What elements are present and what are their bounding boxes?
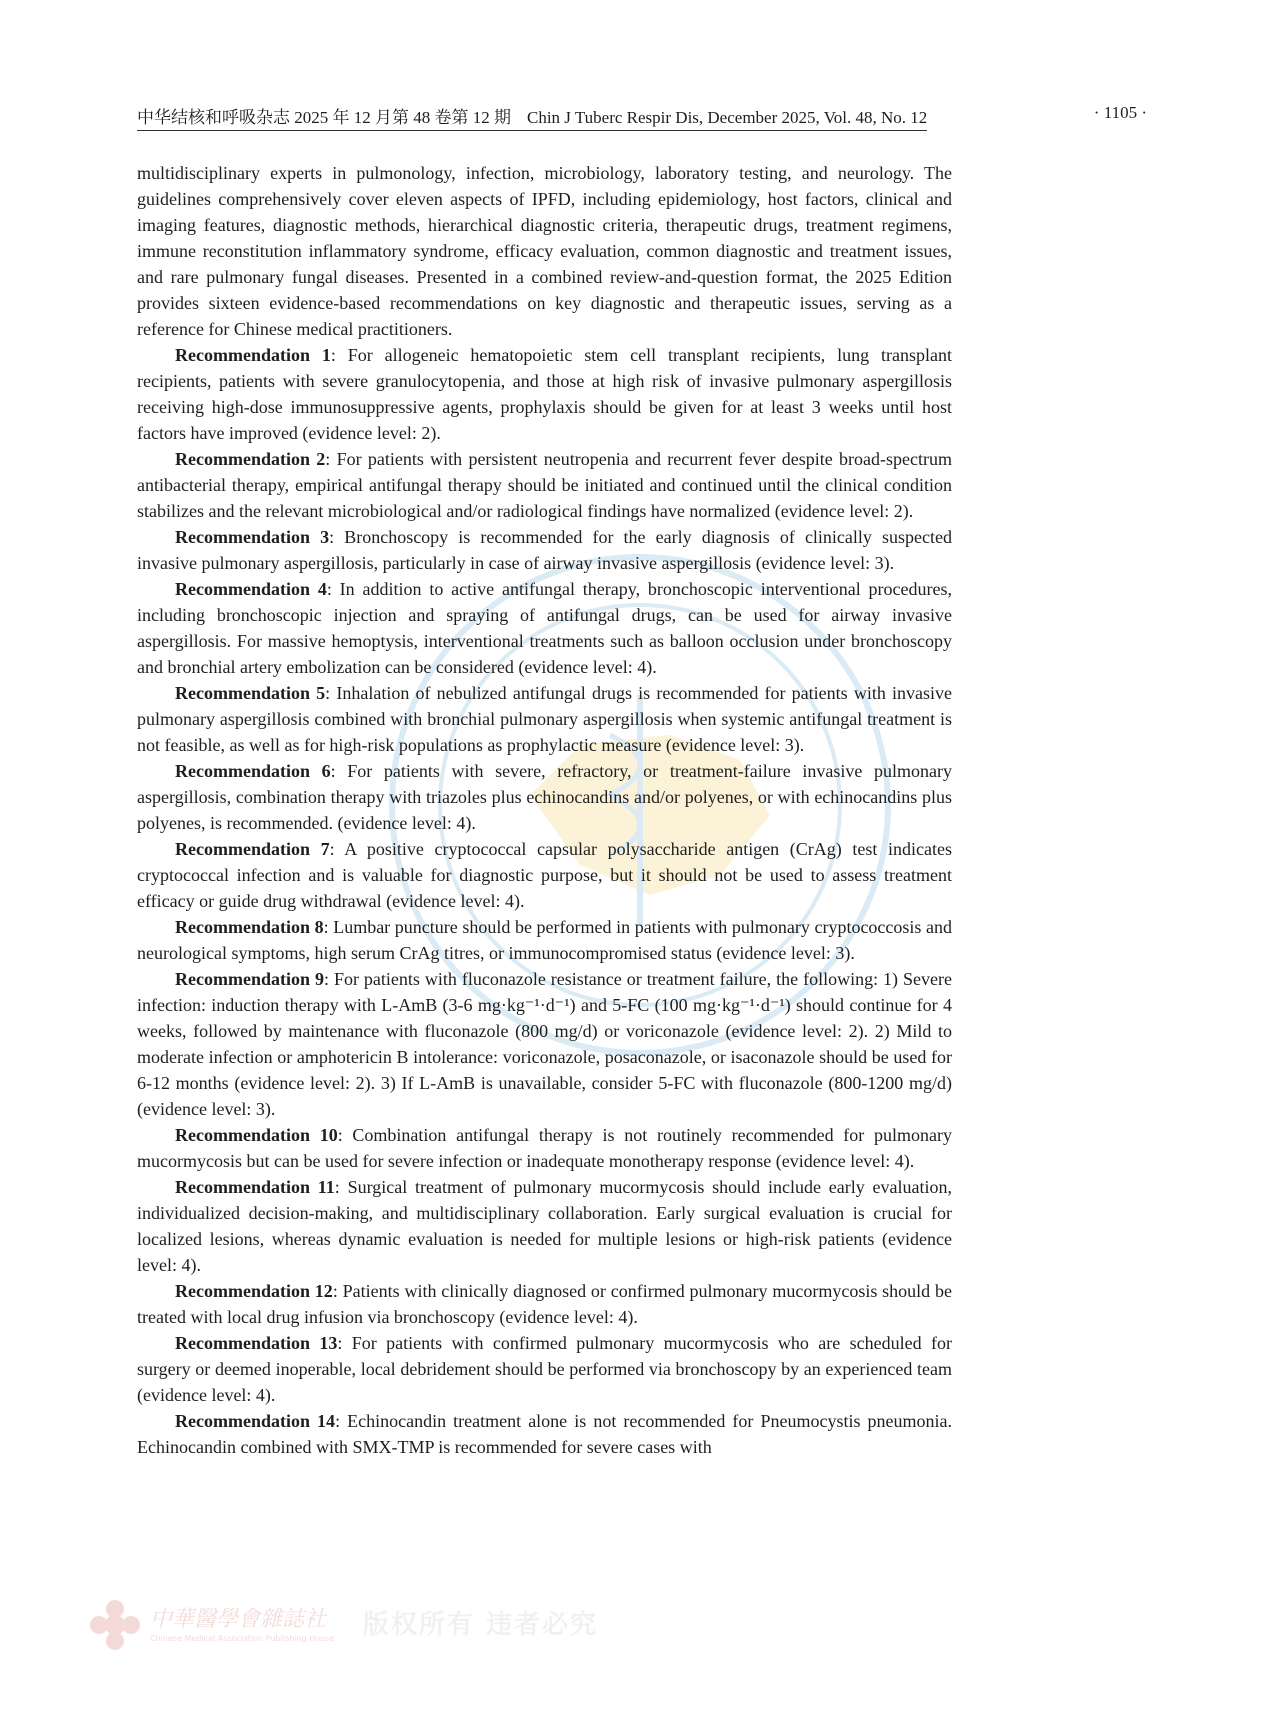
recommendation-label: Recommendation 8 bbox=[175, 917, 324, 937]
recommendation-text: : A positive cryptococcal capsular polysaccharide antigen (CrAg) test indicates cryptococcal infection and is valuable for diagnostic purpose, but it should not be used to assess treatment efficacy or guide drug withdrawal (evidence level: 4). bbox=[137, 839, 952, 911]
publisher-flower-icon bbox=[88, 1598, 142, 1652]
recommendation-text: : For patients with persistent neutropenia and recurrent fever despite broad-spectrum antibacterial therapy, empirical antifungal therapy should be initiated and continued until the clinical condition stabilizes and the relevant microbiological and/or radiological findings have normalized (evidence level: 2). bbox=[137, 449, 952, 521]
recommendation-5 bbox=[137, 680, 952, 758]
recommendation-text: : Surgical treatment of pulmonary mucormycosis should include early evaluation, individualized decision-making, and multidisciplinary collaboration. Early surgical evaluation is crucial for localized lesions, whereas dynamic evaluation is needed for multiple lesions or high-risk patients (evidence level: 4). bbox=[137, 1177, 952, 1275]
recommendation-label: Recommendation 1 bbox=[175, 345, 331, 365]
recommendation-text: : Echinocandin treatment alone is not recommended for Pneumocystis pneumonia. Echinocandin combined with SMX-TMP is recommended for severe cases with bbox=[137, 1411, 953, 1457]
recommendation-text: : Inhalation of nebulized antifungal drugs is recommended for patients with invasive pulmonary aspergillosis combined with bronchial pulmonary aspergillosis when systemic antifungal treatment is not feasible, as well as for high-risk populations as prophylactic measure (evidence level: 3). bbox=[137, 683, 952, 755]
page-number: · 1105 · bbox=[1093, 103, 1147, 122]
recommendation-3 bbox=[137, 524, 952, 576]
recommendation-text: : In addition to active antifungal therapy, bronchoscopic interventional procedures, including bronchoscopic injection and spraying of antifungal drugs, can be used for airway invasive aspergillosis. For massive hemoptysis, interventional treatments such as balloon occlusion under bronchoscopy and bronchial artery embolization can be considered (evidence level: 4). bbox=[137, 579, 952, 677]
journal-name-en: Chin J Tuberc Respir Dis, December 2025, Vol. 48, No. 12 bbox=[527, 108, 928, 127]
publisher-watermark bbox=[88, 1598, 599, 1658]
journal-citation bbox=[137, 103, 927, 131]
publisher-name-en: Chinese Medical Association Publishing House bbox=[150, 1634, 335, 1643]
recommendation-text: : Patients with clinically diagnosed or confirmed pulmonary mucormycosis should be treated with local drug infusion via bronchoscopy (evidence level: 4). bbox=[137, 1281, 952, 1327]
recommendation-label: Recommendation 9 bbox=[175, 969, 324, 989]
recommendation-text: : Lumbar puncture should be performed in patients with pulmonary cryptococcosis and neurological symptoms, high serum CrAg titres, or immunocompromised status (evidence level: 3). bbox=[137, 917, 953, 963]
recommendation-text: : For patients with fluconazole resistance or treatment failure, the following: 1) Severe infection: induction therapy with L-AmB (3-6 mg·kg⁻¹·d⁻¹) and 5-FC (100 mg·kg⁻¹·d⁻¹) should continue for 4 weeks, followed by maintenance with fluconazole (800 mg/d) or voriconazole (evidence level: 2). 2) Mild to moderate infection or amphotericin B intolerance: voriconazole, posaconazole, or isaconazole should be used for 6-12 months (evidence level: 2). 3) If L-AmB is unavailable, consider 5-FC with fluconazole (800-1200 mg/d) (evidence level: 3). bbox=[137, 969, 953, 1119]
recommendation-text: : For patients with confirmed pulmonary mucormycosis who are scheduled for surgery or deemed inoperable, local debridement should be performed via bronchoscopy by an experienced team (evidence level: 4). bbox=[137, 1333, 952, 1405]
running-head bbox=[137, 103, 1147, 129]
recommendation-text: : For patients with severe, refractory, or treatment-failure invasive pulmonary aspergillosis, combination therapy with triazoles plus echinocandins and/or polyenes, or with echinocandins plus polyenes, is recommended. (evidence level: 4). bbox=[137, 761, 952, 833]
recommendation-10 bbox=[137, 1122, 952, 1174]
recommendation-label: Recommendation 5 bbox=[175, 683, 326, 703]
recommendation-text: : Bronchoscopy is recommended for the early diagnosis of clinically suspected invasive pulmonary aspergillosis, particularly in case of airway invasive aspergillosis (evidence level: 3). bbox=[137, 527, 953, 573]
publisher-name-cn: 中華醫學會雜誌社 bbox=[150, 1607, 327, 1632]
recommendation-label: Recommendation 3 bbox=[175, 527, 330, 547]
recommendation-label: Recommendation 14 bbox=[175, 1411, 336, 1431]
intro-paragraph: multidisciplinary experts in pulmonology, infection, microbiology, laboratory testing, and neurology. The guidelines comprehensively cover eleven aspects of IPFD, including epidemiology, host factors, clinical and imaging features, diagnostic methods, hierarchical diagnostic criteria, therapeutic drugs, treatment regimens, immune reconstitution inflammatory syndrome, efficacy evaluation, common diagnostic and treatment issues, and rare pulmonary fungal diseases. Presented in a combined review-and-question format, the 2025 Edition provides sixteen evidence-based recommendations on key diagnostic and therapeutic issues, serving as a reference for Chinese medical practitioners. bbox=[137, 163, 952, 339]
recommendation-label: Recommendation 10 bbox=[175, 1125, 338, 1145]
recommendation-6 bbox=[137, 758, 952, 836]
recommendation-label: Recommendation 13 bbox=[175, 1333, 338, 1353]
recommendation-text: : For allogeneic hematopoietic stem cell transplant recipients, lung transplant recipients, patients with severe granulocytopenia, and those at high risk of invasive pulmonary aspergillosis receiving high-dose immunosuppressive agents, prophylaxis should be given for at least 3 weeks until host factors have improved (evidence level: 2). bbox=[137, 345, 952, 443]
journal-name-cn: 中华结核和呼吸杂志 2025 年 12 月第 48 卷第 12 期 bbox=[137, 108, 511, 127]
recommendation-9 bbox=[137, 966, 952, 1122]
recommendation-1 bbox=[137, 342, 952, 446]
recommendation-label: Recommendation 6 bbox=[175, 761, 331, 781]
recommendation-label: Recommendation 12 bbox=[175, 1281, 333, 1301]
recommendation-13 bbox=[137, 1330, 952, 1408]
recommendation-11 bbox=[137, 1174, 952, 1278]
recommendation-7 bbox=[137, 836, 952, 914]
recommendation-12 bbox=[137, 1278, 952, 1330]
recommendation-label: Recommendation 11 bbox=[175, 1177, 335, 1197]
recommendation-label: Recommendation 4 bbox=[175, 579, 327, 599]
recommendation-label: Recommendation 2 bbox=[175, 449, 326, 469]
recommendation-4 bbox=[137, 576, 952, 680]
recommendation-8 bbox=[137, 914, 952, 966]
recommendation-label: Recommendation 7 bbox=[175, 839, 330, 859]
recommendation-14 bbox=[137, 1408, 952, 1460]
recommendation-2 bbox=[137, 446, 952, 524]
recommendation-text: : Combination antifungal therapy is not routinely recommended for pulmonary mucormycosis but can be used for severe infection or inadequate monotherapy response (evidence level: 4). bbox=[137, 1125, 952, 1171]
copyright-stamp: 版权所有 违者必究 bbox=[363, 1610, 599, 1640]
article-body bbox=[137, 160, 952, 1460]
